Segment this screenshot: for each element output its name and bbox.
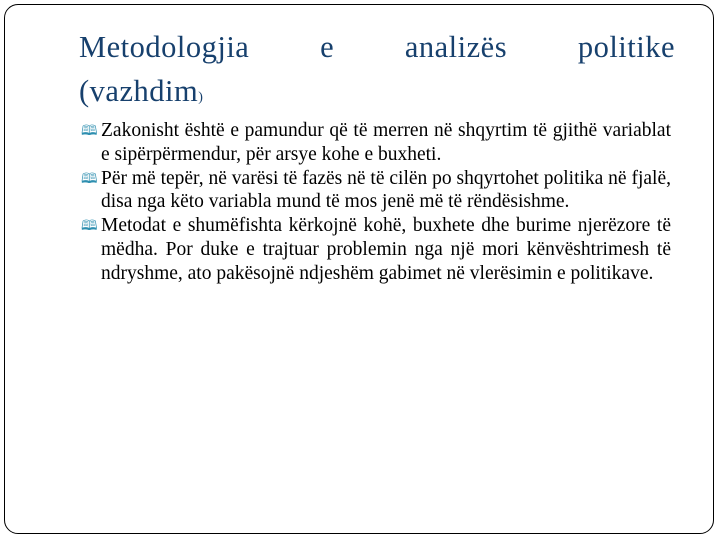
title-line-2 bbox=[79, 69, 675, 120]
bullet-item bbox=[80, 167, 671, 215]
title-word: analizës bbox=[404, 30, 508, 64]
open-book-bullet-icon: 🕮 bbox=[81, 219, 98, 235]
bullet-text: Për më tepër, në varësi të fazës në të cilën po shqyrtohet politika në fjalë, disa nga këto variabla mund të mos jenë më të rëndësishme. bbox=[101, 167, 671, 213]
bullet-text: Zakonisht është e pamundur që të merren në shqyrtim të gjithë variablat e sipërpërmendur, për arsye kohe e buxheti. bbox=[101, 120, 671, 165]
bullet-item bbox=[80, 119, 671, 167]
title-word: e bbox=[320, 30, 335, 64]
slide-title bbox=[79, 25, 675, 120]
open-book-bullet-icon: 🕮 bbox=[81, 171, 98, 187]
open-book-bullet-icon: 🕮 bbox=[81, 124, 98, 139]
title-line-1 bbox=[79, 25, 675, 69]
title-word: Metodologjia bbox=[79, 30, 250, 64]
bullet-text: Metodat e shumëfishta kërkojnë kohë, buxhete dhe burime njerëzore të mëdha. Por duke e trajtuar problemin nga një mori kënvështrimesh të ndryshme, ato pakësojnë ndjeshëm gabimet në vlerësimin e politikave. bbox=[101, 215, 671, 284]
title-word: politike bbox=[577, 30, 675, 64]
bullet-item bbox=[80, 214, 671, 285]
title-closing-paren: ) bbox=[198, 90, 204, 105]
title-continuation: (vazhdim bbox=[79, 74, 199, 108]
bullet-list bbox=[80, 119, 671, 286]
